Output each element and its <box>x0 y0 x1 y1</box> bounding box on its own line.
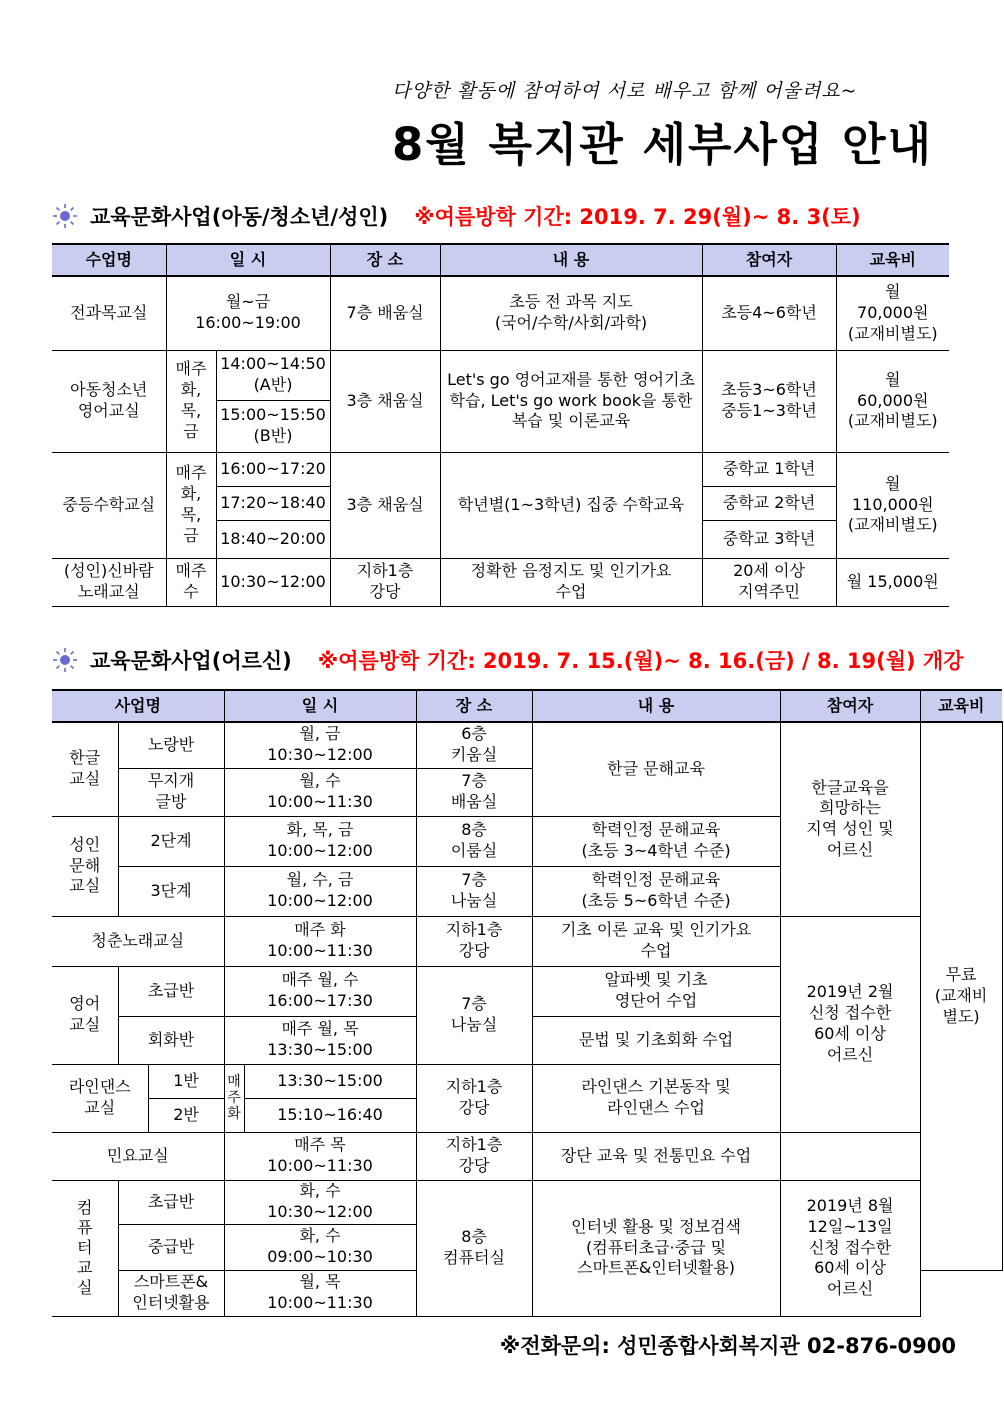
slogan: 다양한 활동에 참여하여 서로 배우고 함께 어울려요~ <box>392 80 858 102</box>
vacation-notice: ※여름방학 기간: 2019. 7. 29(월)~ 8. 3(토) <box>414 205 861 229</box>
class-content: 장단 교육 및 전통민요 수업 <box>532 1132 780 1180</box>
class-fee: 월 15,000원 <box>836 558 949 606</box>
class-time: 화, 수 10:30~12:00 <box>224 1180 416 1224</box>
class-time: 16:00~17:20 <box>216 452 330 486</box>
class-time: 월~금 16:00~19:00 <box>166 276 330 350</box>
senior-program-table <box>52 689 1003 1317</box>
col-header: 참여자 <box>780 690 920 722</box>
class-time: 월, 목 10:00~11:30 <box>224 1270 416 1316</box>
class-place: 7층 나눔실 <box>416 866 532 916</box>
class-content: 학년별(1~3학년) 집중 수학교육 <box>440 452 702 558</box>
class-content: 초등 전 과목 지도 (국어/수학/사회/과학) <box>440 276 702 350</box>
class-content: 라인댄스 기본동작 및 라인댄스 수업 <box>532 1064 780 1132</box>
class-content: 학력인정 문해교육 (초등 5~6학년 수준) <box>532 866 780 916</box>
class-time: 매주 화 10:00~11:30 <box>224 916 416 966</box>
class-participant: 중학교 1학년 <box>702 452 836 486</box>
col-header: 일 시 <box>166 244 330 276</box>
class-fee: 월 70,000원 (교재비별도) <box>836 276 949 350</box>
group-name: 한글 교실 <box>52 722 118 816</box>
class-name: 초급반 <box>118 1180 224 1224</box>
col-header: 사업명 <box>52 690 224 722</box>
class-name: 노랑반 <box>118 722 224 768</box>
class-time: 15:10~16:40 <box>244 1098 416 1132</box>
youth-program-table <box>52 243 949 607</box>
class-fee: 월 60,000원 (교재비별도) <box>836 350 949 452</box>
class-time: 17:20~18:40 <box>216 486 330 520</box>
col-header: 교육비 <box>836 244 949 276</box>
class-participant: 한글교육을 희망하는 지역 성인 및 어르신 <box>780 722 920 916</box>
class-name: 중급반 <box>118 1224 224 1270</box>
class-place: 3층 채움실 <box>330 452 440 558</box>
class-place: 8층 이룸실 <box>416 816 532 866</box>
col-header: 내 용 <box>532 690 780 722</box>
class-time: 13:30~15:00 <box>244 1064 416 1098</box>
sun-bullet-icon <box>52 647 78 673</box>
class-time: 18:40~20:00 <box>216 520 330 558</box>
class-content: 한글 문해교육 <box>532 722 780 816</box>
class-content: 인터넷 활용 및 정보검색 (컴퓨터초급·중급 및 스마트폰&인터넷활용) <box>532 1180 780 1316</box>
class-time: 화, 목, 금 10:00~12:00 <box>224 816 416 866</box>
class-participant: 2019년 2월 신청 접수한 60세 이상 어르신 <box>780 916 920 1132</box>
class-name: 청춘노래교실 <box>52 916 224 966</box>
class-place: 3층 채움실 <box>330 350 440 452</box>
class-participant: 중학교 3학년 <box>702 520 836 558</box>
col-header: 내 용 <box>440 244 702 276</box>
section-name: 교육문화사업(어르신) <box>90 649 292 673</box>
class-time: 매주 월, 목 13:30~15:00 <box>224 1016 416 1064</box>
class-days: 매주 화, 목, 금 <box>166 350 216 452</box>
col-header: 장 소 <box>416 690 532 722</box>
page-title: 8월 복지관 세부사업 안내 <box>392 118 934 171</box>
class-name: 민요교실 <box>52 1132 224 1180</box>
class-name: 스마트폰& 인터넷활용 <box>118 1270 224 1316</box>
class-participant: 2019년 8월 12일~13일 신청 접수한 60세 이상 어르신 <box>780 1180 920 1316</box>
class-time: 15:00~15:50 (B반) <box>216 400 330 452</box>
class-days: 매주 화, 목, 금 <box>166 452 216 558</box>
class-place: 7층 배움실 <box>416 768 532 816</box>
class-name: 전과목교실 <box>52 276 166 350</box>
class-content: Let's go 영어교재를 통한 영어기초 학습, Let's go work book을 통한 복습 및 이론교육 <box>440 350 702 452</box>
class-name: (성인)신바람 노래교실 <box>52 558 166 606</box>
col-header: 교육비 <box>920 690 1002 722</box>
class-participant: 20세 이상 지역주민 <box>702 558 836 606</box>
class-time: 월, 금 10:30~12:00 <box>224 722 416 768</box>
class-name: 3단계 <box>118 866 224 916</box>
class-place: 지하1층 강당 <box>416 1064 532 1132</box>
class-name: 2단계 <box>118 816 224 866</box>
class-place: 8층 컴퓨터실 <box>416 1180 532 1316</box>
col-header: 장 소 <box>330 244 440 276</box>
class-days: 매 주 화 <box>224 1064 244 1132</box>
group-name: 성인 문해 교실 <box>52 816 118 916</box>
class-content: 학력인정 문해교육 (초등 3~4학년 수준) <box>532 816 780 866</box>
class-name: 1반 <box>148 1064 224 1098</box>
class-name: 아동청소년 영어교실 <box>52 350 166 452</box>
class-content: 기초 이론 교육 및 인기가요 수업 <box>532 916 780 966</box>
vacation-notice: ※여름방학 기간: 2019. 7. 15.(월)~ 8. 16.(금) / 8. 19(월) 개강 <box>317 649 964 673</box>
class-time: 월, 수, 금 10:00~12:00 <box>224 866 416 916</box>
class-content: 문법 및 기초회화 수업 <box>532 1016 780 1064</box>
class-time: 매주 목 10:00~11:30 <box>224 1132 416 1180</box>
class-place: 지하1층 강당 <box>416 1132 532 1180</box>
class-place: 지하1층 강당 <box>330 558 440 606</box>
col-header: 일 시 <box>224 690 416 722</box>
class-place: 7층 나눔실 <box>416 966 532 1064</box>
col-header: 수업명 <box>52 244 166 276</box>
class-days: 매주 수 <box>166 558 216 606</box>
sun-bullet-icon <box>52 203 78 229</box>
class-name: 초급반 <box>118 966 224 1016</box>
class-time: 14:00~14:50 (A반) <box>216 350 330 400</box>
class-fee: 무료 (교재비 별도) <box>920 722 1002 1270</box>
class-place: 7층 배움실 <box>330 276 440 350</box>
class-participant: 초등4~6학년 <box>702 276 836 350</box>
class-time: 월, 수 10:00~11:30 <box>224 768 416 816</box>
class-time: 화, 수 09:00~10:30 <box>224 1224 416 1270</box>
class-name: 무지개 글방 <box>118 768 224 816</box>
class-participant: 초등3~6학년 중등1~3학년 <box>702 350 836 452</box>
class-name: 회화반 <box>118 1016 224 1064</box>
col-header: 참여자 <box>702 244 836 276</box>
class-time: 매주 월, 수 16:00~17:30 <box>224 966 416 1016</box>
group-name: 컴 퓨 터 교 실 <box>52 1180 118 1316</box>
section-name: 교육문화사업(아동/청소년/성인) <box>90 205 389 229</box>
group-name: 영어 교실 <box>52 966 118 1064</box>
contact-info: ※전화문의: 성민종합사회복지관 02-876-0900 <box>499 1334 956 1358</box>
class-time: 10:30~12:00 <box>216 558 330 606</box>
class-place: 6층 키움실 <box>416 722 532 768</box>
section-heading-2 <box>52 644 964 676</box>
class-participant: 중학교 2학년 <box>702 486 836 520</box>
section-heading-1 <box>52 200 861 232</box>
group-name: 라인댄스 교실 <box>52 1064 148 1132</box>
class-name: 중등수학교실 <box>52 452 166 558</box>
class-name: 2반 <box>148 1098 224 1132</box>
class-place: 지하1층 강당 <box>416 916 532 966</box>
class-content: 정확한 음정지도 및 인기가요 수업 <box>440 558 702 606</box>
class-content: 알파벳 및 기초 영단어 수업 <box>532 966 780 1016</box>
class-fee: 월 110,000원 (교재비별도) <box>836 452 949 558</box>
